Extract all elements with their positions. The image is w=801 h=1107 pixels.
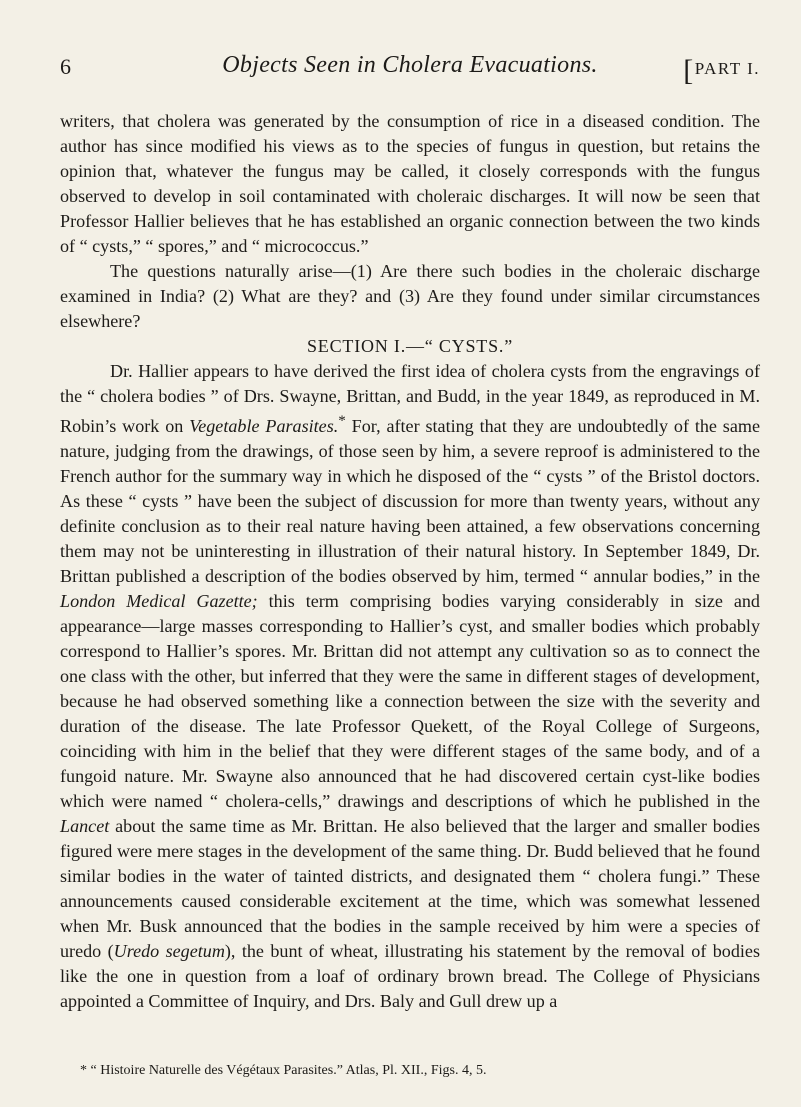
paragraph-continued: writers, that cholera was generated by the consumption of rice in a diseased condition. The author has since modified his views as to the species of fungus in question, but retains the opinion that, whatever the fungus may be called, it closely corresponds with the fungus observed to develop in soil contaminated with choleraic discharges. It will now be seen that Professor Hallier believes that he has established an organic connection between the two kinds of “ cysts,” “ spores,” and “ micrococcus.” — [60, 111, 760, 256]
italic-title-london-medical-gazette: London Medical Gazette; — [60, 591, 258, 612]
section-heading: SECTION I.—“ CYSTS.” — [307, 336, 513, 356]
text-run: this term comprising bodies varying considerably in size and appearance—large masses corresponding to Hallier’s cyst, and smaller bodies which probably correspond to Hallier’s spores. Mr. Brittan did not attempt any cultivation so as to connect the one class with the other, but inferred that they were the same in different stages of development, because he had observed something like a connection between the size with the severity and duration of the disease. The late Professor Quekett, of the Royal College of Surgeons, coinciding with him in the belief that they were different stages of the same body, and of a fungoid nature. Mr. Swayne also announced that he had discovered certain cyst-like bodies which were named “ cholera-cells,” drawings and descriptions of which he published in the — [60, 591, 760, 812]
footnote: * “ Histoire Naturelle des Végétaux Parasites.” Atlas, Pl. XII., Figs. 4, 5. — [80, 1063, 487, 1078]
running-title: Objects Seen in Cholera Evacuations. — [222, 52, 598, 78]
italic-title-vegetable-parasites: Vegetable Parasites. — [189, 416, 339, 437]
text-run: ), the bunt of wheat, illustrating his statement by the removal of bodies like the one in question from a loaf of ordinary brown bread. The College of Physicians appointed a Committee of Inquiry, and Drs. Baly and Gull drew up a — [60, 941, 761, 1012]
running-header — [60, 50, 760, 87]
page-number: 6 — [60, 54, 71, 79]
text-run: Dr. Hallier appears to have derived the first idea of cholera cysts from the engravings of the “ cholera bodies ” of Drs. Swayne, Brittan, and Budd, in the year 1849, as reproduced in M. Robin’s work on — [60, 361, 760, 437]
italic-title-lancet: Lancet — [60, 816, 110, 837]
text-run: about the same time as Mr. Brittan. He also believed that the larger and smaller bodies figured were mere stages in the development of the same thing. Dr. Budd believed that he found similar bodies in the water of tainted districts, and designated them “ cholera fungi.” These announcements caused considerable excitement at the time, which was somewhat lessened when Mr. Busk announced that the bodies in the sample received by him were a species of uredo ( — [60, 816, 760, 962]
footnote-marker: * — [338, 413, 346, 429]
body-text — [60, 109, 760, 1014]
text-run: For, after stating that they are undoubtedly of the same nature, judging from the drawings, of those seen by him, a severe reproof is administered to the French author for the summary way in which he disposed of the “ cysts ” of the Bristol doctors. As these “ cysts ” have been the subject of discussion for more than twenty years, without any definite conclusion as to their real nature having been attained, a few observations concerning them may not be uninteresting in illustration of their natural history. In September 1849, Dr. Brittan published a description of the bodies observed by him, termed “ annular bodies,” in the — [60, 416, 760, 587]
part-label: [PART I. — [683, 54, 760, 87]
italic-species-name: Uredo segetum — [113, 941, 225, 962]
part-label-text: PART I. — [694, 59, 760, 78]
paragraph-cysts — [60, 359, 760, 1014]
paragraph-questions: The questions naturally arise—(1) Are there such bodies in the choleraic discharge examined in India? (2) What are they? and (3) Are they found under similar circumstances elsewhere? — [60, 261, 760, 331]
